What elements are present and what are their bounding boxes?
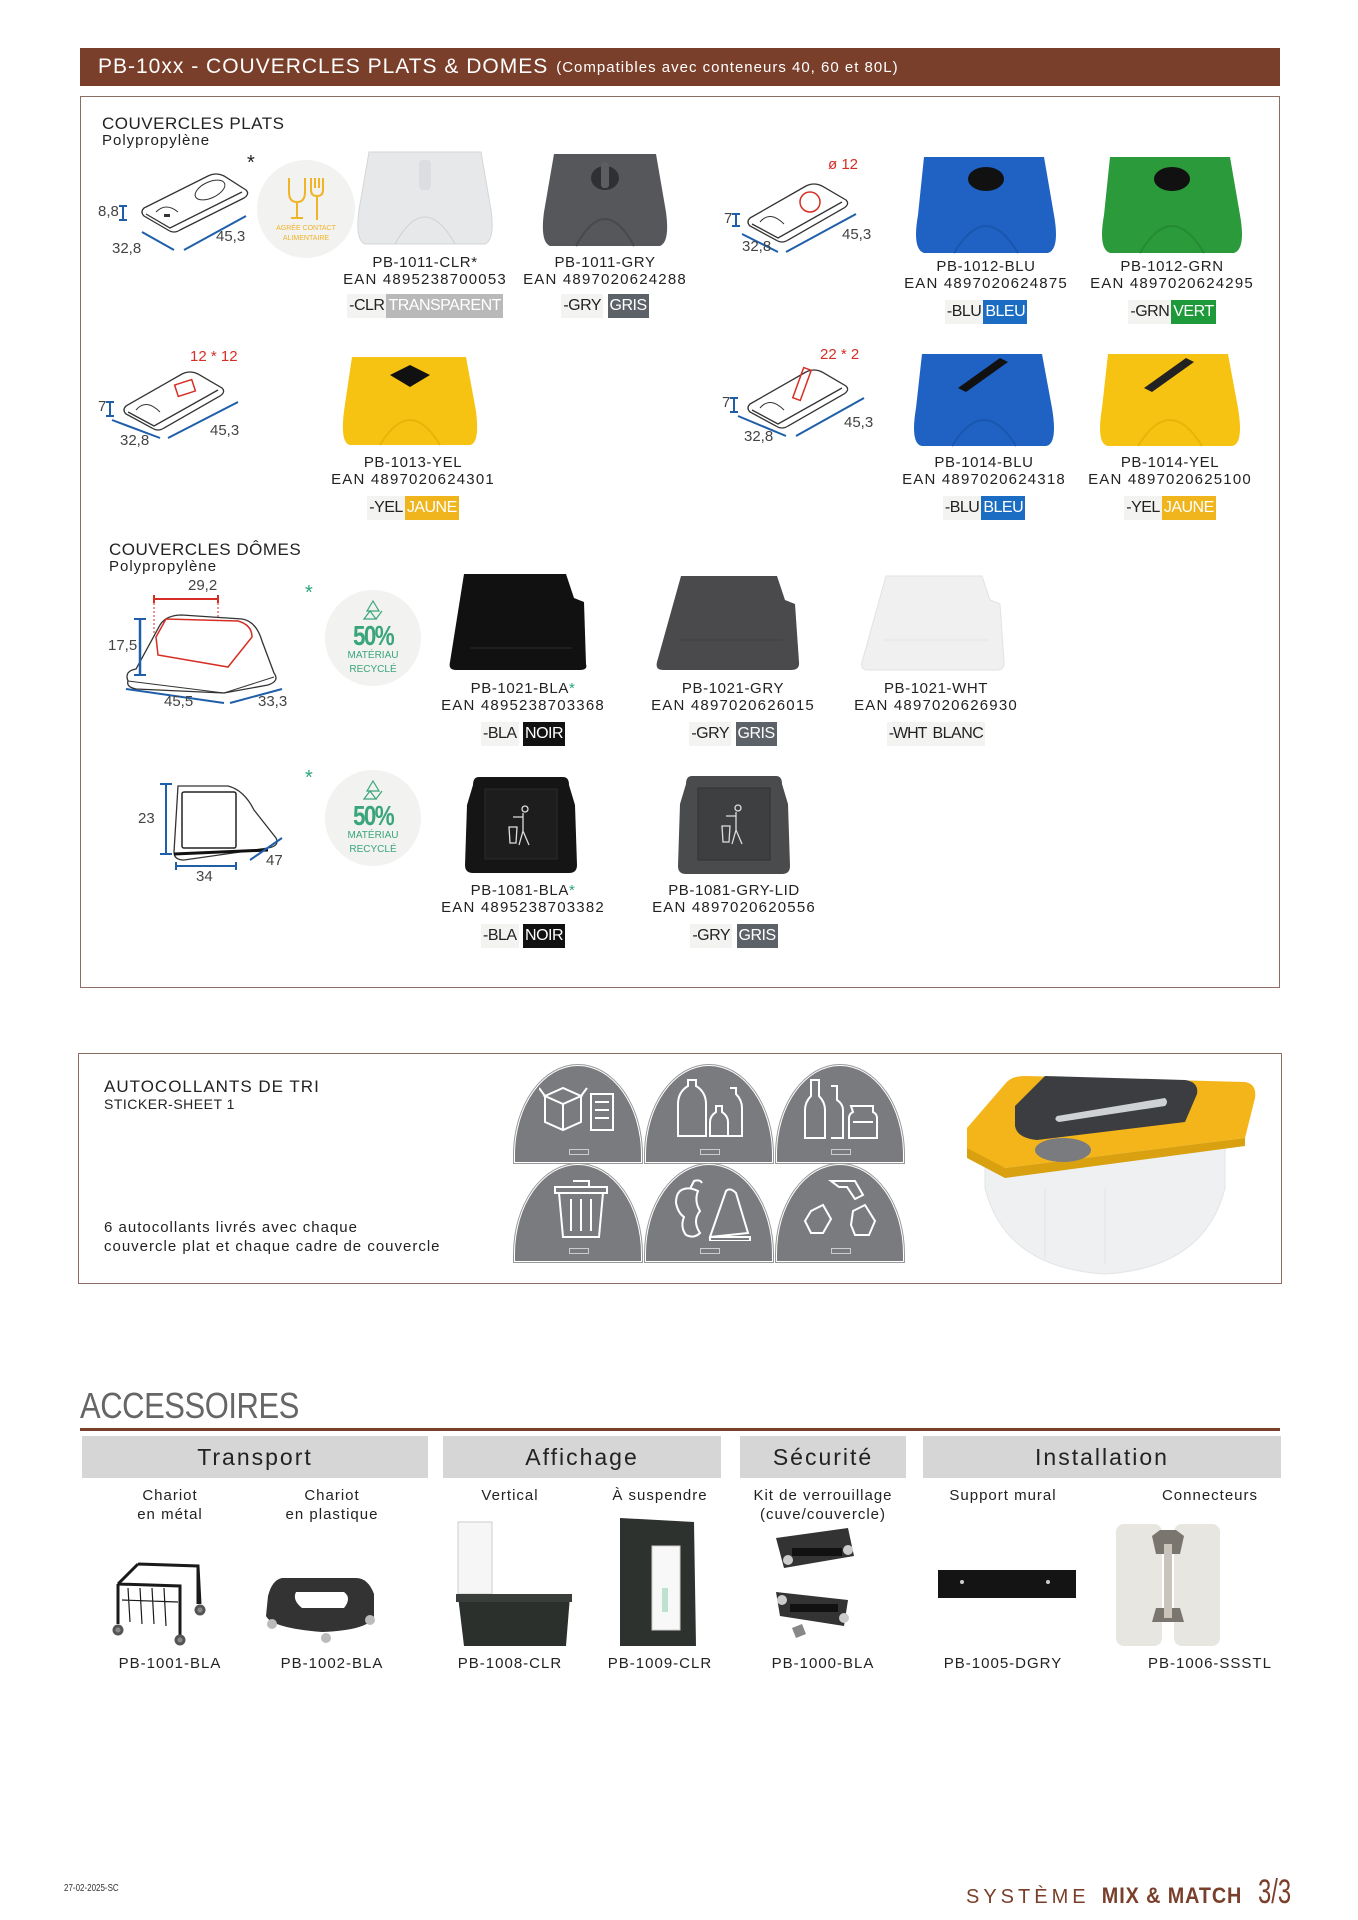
food-contact-text-1: AGRÉE CONTACT [276,225,336,232]
lid-image-pb-1012-grn [1098,155,1246,255]
footer-brand [966,1873,1305,1912]
brand-tag [831,1149,851,1155]
stickers-subtitle: STICKER-SHEET 1 [104,1096,235,1112]
dimension-height: 17,5 [108,637,138,654]
color-suffix: -BLU [943,496,981,520]
product-code: PB-1012-GRN [1120,258,1224,275]
flat-lid-diagram-1 [96,158,266,258]
flat-lid-green-icon [1098,155,1246,255]
product-pb-1021-bla [425,680,621,746]
product-pb-1081-bla [425,882,621,948]
accessory-code: PB-1009-CLR [607,1655,713,1672]
label-line: Chariot [304,1487,360,1504]
accessory-label-vertical: Vertical [481,1487,539,1504]
vertical-sign-image [456,1520,576,1646]
flat-lid-diagram-4 [724,346,894,450]
bin-with-sticker-image [945,1068,1265,1278]
swing-lid-black-icon [465,775,577,875]
product-code: PB-1013-YEL [363,454,463,471]
plastic-bottles-icon [670,1078,754,1142]
color-suffix: -GRY [561,294,603,318]
accessory-label-wall-support: Support mural [949,1487,1057,1504]
accessory-code: PB-1002-BLA [280,1655,384,1672]
recycled-percent: 50% [352,620,394,651]
product-ean: EAN 4897020626015 [651,697,815,714]
lid-image-pb-1081-bla [465,775,577,875]
flat-lids-heading [102,115,284,149]
product-code: PB-1011-CLR [372,254,472,271]
product-code: PB-1081-GRY-LID [668,882,800,899]
dimension-opening: ø 12 [828,156,859,173]
brand-name: MIX & MATCH [1101,1883,1242,1908]
flat-lid-blue-slot-icon [910,352,1058,448]
recycled-asterisk: * [305,582,313,604]
recycle-icon [801,1177,885,1241]
food-contact-asterisk: * [247,152,255,174]
plastic-cart-icon [262,1570,382,1646]
flat-lid-diagram-3 [96,350,266,454]
product-code: PB-1014-YEL [1120,454,1220,471]
connector-clip-icon [1116,1524,1220,1646]
accessories-divider [80,1428,1280,1431]
color-suffix: -WHT [887,722,929,746]
color-suffix: -YEL [1124,496,1162,520]
color-swatch: BLEU [981,496,1025,520]
stickers-description [104,1218,441,1256]
color-suffix: -BLU [945,300,983,324]
lid-image-pb-1013-yel [340,355,480,447]
dimension-opening: 12 * 12 [190,348,238,365]
product-ean: EAN 4897020624288 [523,271,687,288]
color-swatch: JAUNE [405,496,459,520]
lid-image-pb-1014-blu [910,352,1058,448]
accessory-code: PB-1001-BLA [118,1655,222,1672]
plastic-cart-image [262,1570,382,1646]
product-code: PB-1014-BLU [934,454,1034,471]
swing-lid-grey-icon [678,774,790,876]
product-ean: EAN 4895238703382 [441,899,605,916]
lid-image-pb-1081-gry-lid [678,774,790,876]
category-transport: Transport [82,1436,428,1478]
label-line: Kit de verrouillage [753,1487,893,1504]
color-swatch: GRIS [608,294,649,318]
label-line: Chariot [142,1487,198,1504]
product-pb-1081-gry-lid [636,882,832,948]
color-swatch: GRIS [736,722,777,746]
lid-image-pb-1012-blu [912,155,1060,255]
product-star: * [471,254,478,271]
section-header-banner [80,48,1280,86]
recycled-text-2: RECYCLÉ [349,664,397,675]
hanging-sign-image [620,1518,700,1646]
brand-tag [700,1248,720,1254]
dimension-width: 34 [196,868,213,885]
hanging-sign-bin-icon [620,1518,700,1646]
category-securite: Sécurité [740,1436,906,1478]
product-pb-1013-yel [315,454,511,520]
dimension-length: 45,3 [842,226,872,243]
color-suffix: -GRN [1128,300,1171,324]
glass-fork-icon [281,174,331,224]
dome-lid-black-icon [448,572,588,672]
glass-bottles-icon [801,1078,885,1142]
recycled-asterisk: * [305,767,313,789]
dimension-length: 45,5 [164,693,194,710]
accessories-title: ACCESSOIRES [80,1385,299,1426]
accessory-label-hanging: À suspendre [612,1487,708,1504]
lock-kit-image [768,1528,868,1640]
dome-lids-material: Polypropylène [109,558,218,575]
product-pb-1021-gry [635,680,831,746]
product-ean: EAN 4897020624295 [1090,275,1254,292]
lid-image-pb-1014-yel [1096,352,1244,448]
recycled-text-1: MATÉRIAU [347,830,399,841]
dimension-width: 33,3 [258,693,288,710]
stickers-heading [104,1078,320,1112]
dome-lids-heading [109,541,301,575]
color-swatch: NOIR [523,722,565,746]
product-pb-1012-blu [888,258,1084,324]
color-suffix: -BLA [481,924,519,948]
lid-image-pb-1011-clr [355,150,495,246]
color-swatch: GRIS [737,924,778,948]
dimension-length: 45,3 [216,228,246,245]
box-paper-icon [539,1078,623,1138]
product-code: PB-1021-BLA [470,680,569,697]
dimension-length: 45,3 [210,422,240,439]
product-star: * [568,680,576,697]
product-ean: EAN 4897020625100 [1088,471,1252,488]
color-suffix: -YEL [367,496,405,520]
accessory-label-plastic-cart [262,1486,402,1524]
wall-bracket-icon [936,1568,1078,1600]
dimension-top: 29,2 [188,577,218,594]
product-ean: EAN 4895238703368 [441,697,605,714]
label-line: en plastique [285,1506,379,1523]
accessory-label-lock-kit [740,1486,906,1524]
recycled-badge [325,770,421,866]
label-line: (cuve/couvercle) [759,1506,887,1523]
brand-tag [831,1248,851,1254]
connectors-image [1116,1524,1220,1646]
dimension-opening: 22 * 2 [820,346,860,363]
lid-image-pb-1021-gry [655,574,800,672]
product-ean: EAN 4897020624875 [904,275,1068,292]
stickers-description-2: couvercle plat et chaque cadre de couvercle [104,1238,441,1255]
product-ean: EAN 4895238700053 [343,271,507,288]
lid-image-pb-1011-gry [540,152,670,248]
dimension-width: 32,8 [744,428,774,445]
dimension-height: 7 [724,210,733,227]
footer-date: 27-02-2025-SC [64,1883,119,1894]
dome-lids-title: COUVERCLES DÔMES [109,540,302,559]
product-pb-1014-yel [1072,454,1268,520]
dimension-height: 7 [722,394,731,411]
dimension-length: 45,3 [844,414,874,431]
page-number: 3/3 [1257,1873,1291,1911]
lock-kit-icon [768,1528,868,1640]
dimension-width: 32,8 [742,238,772,255]
dome-lid-white-icon [860,574,1005,672]
color-swatch: NOIR [523,924,565,948]
stickers-title: AUTOCOLLANTS DE TRI [104,1077,320,1096]
category-affichage: Affichage [443,1436,721,1478]
stickers-description-1: 6 autocollants livrés avec chaque [104,1219,358,1236]
food-contact-text-2: ALIMENTAIRE [282,235,330,242]
brand-tag [700,1149,720,1155]
product-ean: EAN 4897020626930 [854,697,1018,714]
section-title: PB-10xx - COUVERCLES PLATS & DOMES [98,55,549,78]
brand-tag [569,1248,589,1254]
color-suffix: -CLR [347,294,386,318]
product-pb-1014-blu [886,454,1082,520]
product-ean: EAN 4897020620556 [652,899,816,916]
accessory-code: PB-1006-SSSTL [1148,1655,1272,1672]
dome-lid-grey-icon [655,574,800,672]
wall-support-image [936,1568,1078,1600]
flat-lid-blue-icon [912,155,1060,255]
recycled-text-2: RECYCLÉ [349,844,397,855]
color-swatch: BLEU [983,300,1027,324]
dimension-height: 23 [138,810,155,827]
dimension-width: 32,8 [112,240,142,257]
recycled-text-1: MATÉRIAU [347,650,399,661]
recycled-percent: 50% [352,800,394,831]
flat-lids-material: Polypropylène [102,132,211,149]
product-pb-1011-gry [515,254,695,318]
product-pb-1012-grn [1074,258,1270,324]
color-swatch: VERT [1171,300,1215,324]
color-suffix: -GRY [690,924,732,948]
accessory-label-connectors: Connecteurs [1161,1487,1259,1504]
color-suffix: -BLA [481,722,519,746]
flat-lid-grey-icon [540,152,670,248]
accessory-code: PB-1008-CLR [457,1655,563,1672]
section-subtitle: (Compatibles avec conteneurs 40, 60 et 80L) [556,58,899,76]
dimension-height: 8,8 [98,203,119,220]
color-swatch: TRANSPARENT [386,294,502,318]
product-ean: EAN 4897020624318 [902,471,1066,488]
product-ean: EAN 4897020624301 [331,471,495,488]
accessory-code: PB-1005-DGRY [943,1655,1063,1672]
food-waste-icon [670,1177,754,1241]
lid-image-pb-1021-bla [448,572,588,672]
product-pb-1011-clr [330,254,520,318]
product-code: PB-1012-BLU [936,258,1036,275]
flat-lids-title: COUVERCLES PLATS [102,114,285,133]
product-code: PB-1011-GRY [554,254,656,271]
product-code: PB-1021-WHT [883,680,989,697]
product-code: PB-1021-GRY [681,680,785,697]
accessory-code: PB-1000-BLA [771,1655,875,1672]
trash-bin-icon [539,1177,623,1241]
brand-prefix: SYSTÈME [966,1886,1090,1908]
dome-lid-diagram-1 [104,577,304,715]
color-suffix: -GRY [689,722,731,746]
bin-yellow-lid-icon [945,1068,1265,1278]
flat-lid-diagram-2 [720,156,890,260]
flat-lid-yellow-icon [340,355,480,447]
accessory-label-metal-cart [100,1486,240,1524]
dimension-width: 32,8 [120,432,150,449]
category-installation: Installation [923,1436,1281,1478]
metal-cart-image [108,1560,212,1646]
flat-lid-transparent-icon [355,150,495,246]
vertical-sign-bin-icon [456,1520,576,1646]
label-line: en métal [137,1506,203,1523]
dome-lid-diagram-2 [130,770,300,885]
product-pb-1021-wht [838,680,1034,746]
color-swatch: BLANC [928,722,985,746]
recycled-badge [325,590,421,686]
product-code: PB-1081-BLA [470,882,569,899]
food-contact-badge [257,160,355,258]
color-swatch: JAUNE [1162,496,1216,520]
flat-lid-yellow-slot-icon [1096,352,1244,448]
lid-image-pb-1021-wht [860,574,1005,672]
product-star: * [568,882,576,899]
brand-tag [569,1149,589,1155]
dimension-height: 7 [98,398,107,415]
metal-cart-icon [108,1560,212,1646]
dimension-length: 47 [266,852,283,869]
